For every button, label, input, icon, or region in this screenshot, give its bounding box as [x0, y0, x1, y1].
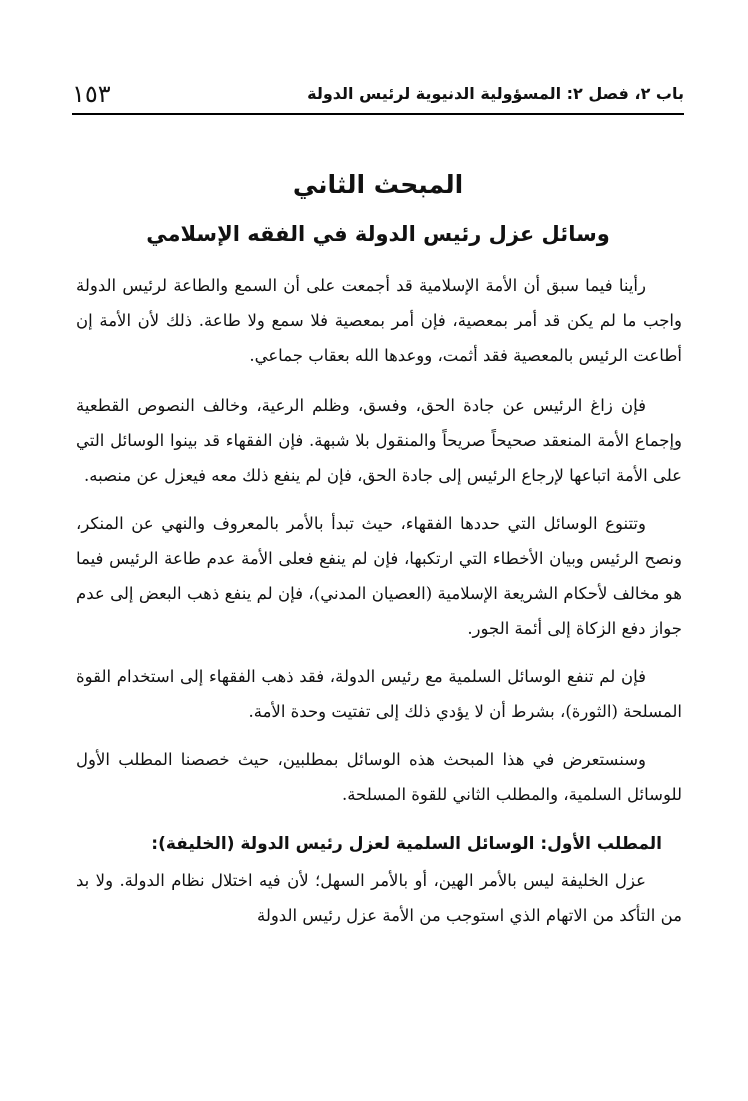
paragraph-removal: عزل الخليفة ليس بالأمر الهين، أو بالأمر السهل؛ لأن فيه اختلال نظام الدولة. ولا بد من التأكد من الاتهام الذي استوجب من الأمة عزل رئيس الدولة: [76, 871, 682, 925]
chapter-header-title: باب ٢، فصل ٢: المسؤولية الدنيوية لرئيس الدولة: [307, 84, 684, 103]
paragraph-outline: وسنستعرض في هذا المبحث هذه الوسائل بمطلبين، حيث خصصنا المطلب الأول للوسائل السلمية، والمطلب الثاني للقوة المسلحة.: [76, 750, 682, 804]
section-heading: المبحث الثاني: [292, 170, 464, 199]
running-header: [72, 80, 684, 114]
subsection-heading: المطلب الأول: الوسائل السلمية لعزل رئيس الدولة (الخليفة):: [151, 834, 662, 854]
header-divider: [72, 113, 684, 115]
body-text: [76, 268, 682, 946]
paragraph-methods: وتتنوع الوسائل التي حددها الفقهاء، حيث تبدأ بالأمر بالمعروف والنهي عن المنكر، ونصح الرئيس وبيان الأخطاء التي ارتكبها، فإن لم ينفع فعلى الأمة عدم طاعة الرئيس فيما هو مخالف لأحكام الشريعة الإسلامية (العصيان المدني)، فإن لم ينفع ذهب البعض إلى عدم جواز دفع الزكاة إلى أئمة الجور.: [76, 514, 682, 638]
section-subtitle: وسائل عزل رئيس الدولة في الفقه الإسلامي: [146, 222, 610, 246]
paragraph-intro: رأينا فيما سبق أن الأمة الإسلامية قد أجمعت على أن السمع والطاعة لرئيس الدولة واجب ما لم يكن قد أمر بمعصية، فإن أمر بمعصية فلا سمع ولا طاعة. ذلك لأن الأمة إن أطاعت الرئيس بالمعصية فقد أثمت، ووعدها الله بعقاب جماعي.: [76, 276, 682, 365]
page-number: ١٥٣: [72, 80, 111, 108]
paragraph-armed-force: فإن لم تنفع الوسائل السلمية مع رئيس الدولة، فقد ذهب الفقهاء إلى استخدام القوة المسلحة (الثورة)، بشرط أن لا يؤدي ذلك إلى تفتيت وحدة الأمة.: [76, 667, 682, 721]
paragraph-deviation: فإن زاغ الرئيس عن جادة الحق، وفسق، وظلم الرعية، وخالف النصوص القطعية وإجماع الأمة المنعقد صحيحاً صريحاً والمنقول بلا شبهة. فإن الفقهاء قد بينوا الوسائل التي على الأمة اتباعها لإرجاع الرئيس إلى جادة الحق، فإن لم ينفع ذلك معه فيعزل عن منصبه.: [76, 396, 682, 485]
